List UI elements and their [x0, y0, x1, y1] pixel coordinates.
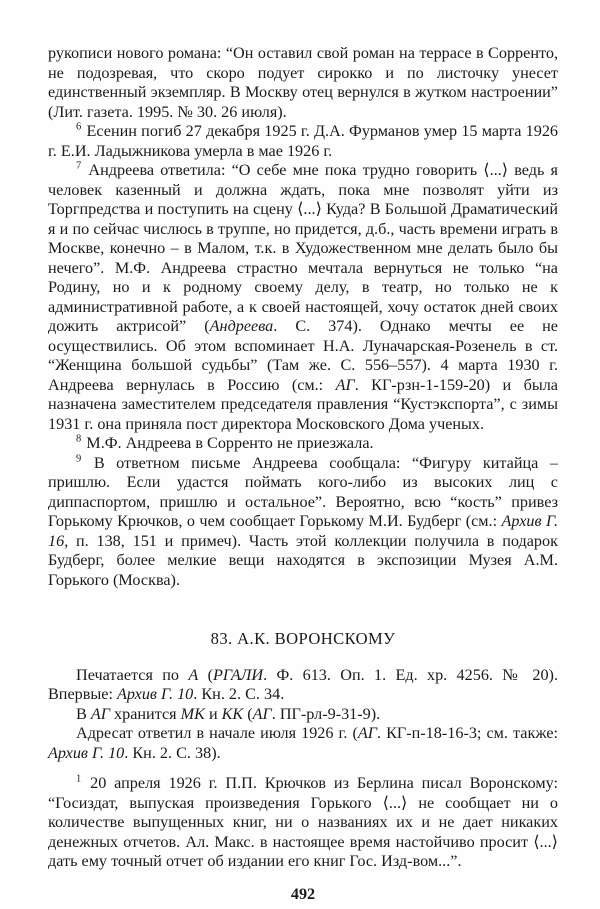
- italic-text-run: Архив Г. 16: [48, 512, 558, 550]
- text-run: рукописи нового романа: “Он оставил свой роман на террасе в Сорренто, не подозревая, что скоро подует сирокко и по листочку унесет единственный экземпляр. В Москву отец вернулся в жутком настроении” (Лит. газета. 1995. № 30. 26 июля).: [48, 44, 558, 121]
- text-run: М.Ф. Андреева в Сорренто не приезжала.: [86, 434, 374, 452]
- text-run: . Ф. 613. Оп. 1. Ед. хр. 4256. № 20). Впервые:: [48, 665, 558, 703]
- footnote-marker: 9: [76, 453, 83, 465]
- paragraph-continuation: [48, 44, 558, 122]
- text-run: (: [243, 704, 253, 723]
- addressee-reply-line: [48, 724, 558, 763]
- text-run: . Кн. 2. С. 38).: [124, 743, 221, 762]
- text-run: В: [76, 704, 91, 723]
- italic-text-run: АГ: [90, 704, 110, 723]
- text-run: В ответном письме Андреева сообщала: “Фигуру китайца – пришлю. Если удастся поймать кого-либо из высоких лиц с диппаспортом, пришлю и остальное”. Вероятно, всю “кость” привез Горькому Крючков, о чем сообщает Горькому М.И. Будберг (см.:: [48, 453, 558, 530]
- text-run: Есенин погиб 27 декабря 1925 г. Д.А. Фурманов умер 15 марта 1926 г. Е.И. Ладыжникова умерла в мае 1926 г.: [48, 122, 559, 160]
- footnote-8: [48, 434, 558, 454]
- text-run: 20 апреля 1926 г. П.П. Крючков из Берлина писал Воронскому: “Госиздат, выпуская произведения Горького ⟨...⟩ не сообщает ни о количестве выпущенных книг, ни о названиях их и не дает никаких денежных отчетов. Ал. Макс. в настоящее время настойчиво просит ⟨...⟩ дать ему точный отчет об издании его книг Гос. Изд-вом...”.: [48, 774, 558, 870]
- text-run: . КГ-рзн-1-159-20) и была назначена заместителем председателя правления “Кустэкспорта”, с зимы 1931 г. она приняла пост директора Московского Дома ученых.: [48, 375, 558, 433]
- footnote-9: [48, 454, 558, 591]
- text-run: . КГ-п-18-16-3; см. также:: [376, 724, 558, 742]
- footnote-1: [48, 774, 558, 872]
- archive-line: [48, 705, 558, 725]
- notes-section: [48, 44, 558, 590]
- letter-heading: 83. А.К. ВОРОНСКОМУ: [210, 629, 396, 648]
- italic-text-run: Андреева: [209, 317, 274, 335]
- footnote-marker: 1: [76, 773, 83, 785]
- footnote-7: [48, 161, 558, 434]
- footnote-marker: 6: [76, 121, 83, 133]
- text-run: , п. 138, 151 и примеч). Часть этой коллекции получила в подарок Будберг, более мелкие вещи находятся в экспозиции Музея А.М. Горького (Москва).: [48, 531, 558, 589]
- italic-text-run: РГАЛИ: [212, 665, 264, 684]
- italic-text-run: А: [188, 665, 199, 684]
- footnote-marker: 8: [76, 433, 83, 445]
- letter-section: [48, 666, 558, 872]
- text-run: . ПГ-рл-9-31-9).: [271, 704, 381, 723]
- page-number: 492: [290, 884, 316, 903]
- italic-text-run: Архив Г. 10: [48, 743, 125, 762]
- italic-text-run: Архив Г. 10: [117, 685, 194, 703]
- text-run: . С. 374). Однако мечты ее не осуществились. Об этом вспоминает Н.А. Луначарская-Розенель в ст. “Женщина большой судьбы” (Там же. С. 556–557). 4 марта 1930 г. Андреева вернулась в Россию (см.:: [48, 317, 558, 394]
- source-line: [48, 666, 558, 705]
- italic-text-run: МК: [180, 704, 205, 723]
- text-run: . Кн. 2. С. 34.: [193, 685, 285, 703]
- text-run: Адресат ответил в начале июля 1926 г. (: [76, 724, 358, 742]
- italic-text-run: АГ: [335, 375, 355, 394]
- footnote-6: [48, 122, 558, 161]
- italic-text-run: АГ: [252, 704, 272, 723]
- text-run: Андреева ответила: “О себе мне пока трудно говорить ⟨...⟩ ведь я человек казенный и должна ждать, пока мне позволят уйти из Торгпредства и поступить на сцену ⟨...⟩ Куда? В Большой Драматический я и по сейчас числюсь в труппе, но придется, д.б., часть времени играть в Москве, конечно – в Малом, т.к. в Художественном мне делать было бы нечего”. М.Ф. Андреева страстно мечтала вернуться не только “на Родину, но и к родному своему делу, в театр, но только не к административной работе, а к своей настоящей, хочу остаток дней своих дожить актрисой” (: [48, 161, 558, 335]
- text-run: и: [204, 704, 222, 723]
- text-run: Печатается по: [76, 665, 189, 684]
- italic-text-run: АГ: [357, 724, 377, 742]
- text-run: хранится: [109, 704, 181, 723]
- italic-text-run: КК: [221, 704, 244, 723]
- text-run: (: [198, 665, 213, 684]
- footnote-marker: 7: [76, 160, 83, 172]
